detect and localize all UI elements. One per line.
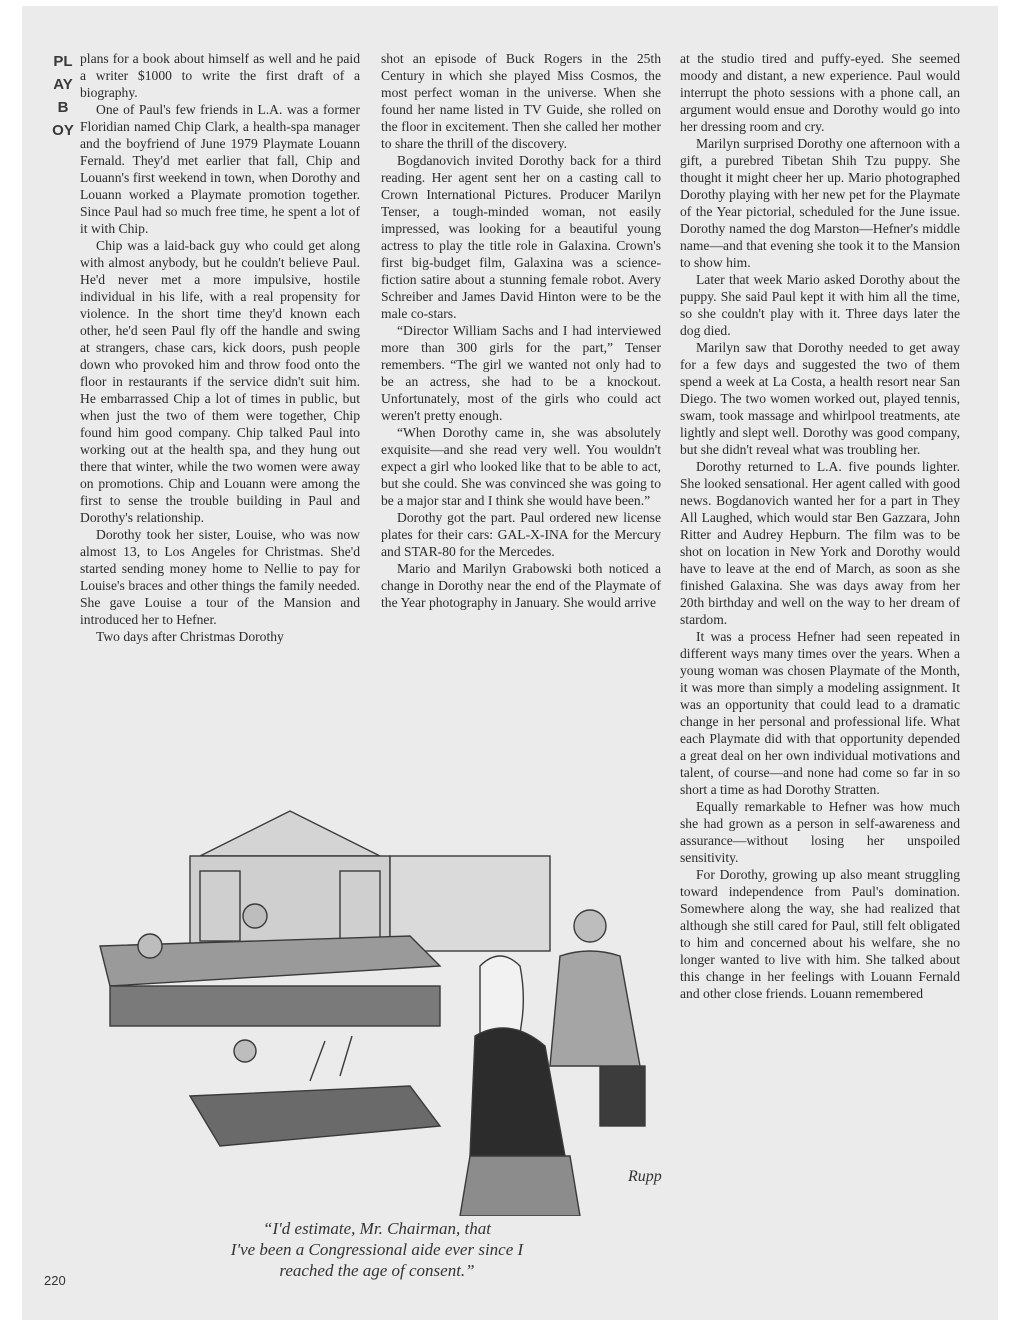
paragraph: “Director William Sachs and I had interviewed more than 300 girls for the part,” Tenser remembers. “The girl we wanted not only had to be an actress, she had to be a knockout. Unfortunately, most of the girls who could act weren't pretty enough.: [381, 323, 661, 423]
cartoonist-signature: Rupp: [628, 1168, 662, 1185]
caption-line: “I'd estimate, Mr. Chairman, that: [263, 1219, 491, 1238]
paragraph: plans for a book about himself as well and he paid a writer $1000 to write the first draft of a biography.: [80, 51, 360, 100]
paragraph: Marilyn saw that Dorothy needed to get away for a few days and suggested the two of them spend a week at La Costa, a health resort near San Diego. The two women worked out, played tennis, swam, took massage and whirlpool treatments, ate lightly and slept well. Dorothy was good company, but she didn't reveal what was troubling her.: [680, 340, 960, 457]
caption-line: reached the age of consent.”: [279, 1261, 475, 1280]
paragraph: Chip was a laid-back guy who could get along with almost anybody, but he couldn't believe Paul. He'd never met a more impulsive, hostile individual in his life, with a real propensity for violence. In the short time they'd known each other, he'd seen Paul fly off the handle and swing at strangers, chase cars, kick doors, push people down who provoked him and throw food onto the floor in restaurants if the service didn't suit him. He embarrassed Chip a lot of times in public, but when just the two of them were together, Chip found him good company. Chip talked Paul into working out at the health spa, and they hung out there that winter, while the two women were away on promotions. Chip and Louann were among the first to sense the trouble building in Paul and Dorothy's relationship.: [80, 238, 360, 525]
running-head: PLAYBOY: [52, 53, 74, 139]
paragraph: Dorothy got the part. Paul ordered new license plates for their cars: GAL-X-INA for the Mercury and STAR-80 for the Mercedes.: [381, 510, 661, 559]
paragraph: One of Paul's few friends in L.A. was a former Floridian named Chip Clark, a health-spa manager and the boyfriend of June 1979 Playmate Louann Fernald. They'd met earlier that fall, Chip and Louann's first weekend in town, when Dorothy and Louann worked a Playmate promotion together. Since Paul had so much free time, he spent a lot of it with Chip.: [80, 102, 360, 236]
paragraph: Dorothy returned to L.A. five pounds lighter. She looked sensational. Her agent called with good news. Bogdanovich wanted her for a part in They All Laughed, which would star Ben Gazzara, John Ritter and Audrey Hepburn. The film was to be shot on location in New York and Dorothy would have to leave at the end of March, as soon as she finished Galaxina. She was days away from her 20th birthday and well on the way to her dream of stardom.: [680, 459, 960, 627]
paragraph: Later that week Mario asked Dorothy about the puppy. She said Paul kept it with him all the time, so she couldn't play with it. Three days later the dog died.: [680, 272, 960, 338]
paragraph: “When Dorothy came in, she was absolutely exquisite—and she read very well. You wouldn't expect a girl who looked like that to be able to act, but she could. She was convinced she was going to be a major star and I think she would have been.”: [381, 425, 661, 508]
paragraph: Equally remarkable to Hefner was how much she had grown as a person in self-awareness and assurance—without losing her unspoiled sensitivity.: [680, 799, 960, 865]
paragraph: It was a process Hefner had seen repeated in different ways many times over the years. When a young woman was chosen Playmate of the Month, it was more than simply a modeling assignment. It was an opportunity that could lead to a dramatic change in her personal and professional life. What each Playmate did with that opportunity depended a great deal on her own individual motivations and talent, of course—and none had come so far in so short a time as had Dorothy Stratten.: [680, 629, 960, 797]
text-column-2: [381, 50, 661, 780]
paragraph: Bogdanovich invited Dorothy back for a third reading. Her agent sent her on a casting call to Crown International Pictures. Producer Marilyn Tenser, a tough-minded woman, not easily impressed, was looking for a beautiful young actress to play the title role in Galaxina. Crown's first big-budget film, Galaxina was a science-fiction satire about a stunning female robot. Avery Schreiber and James David Hinton were to be the male co-stars.: [381, 153, 661, 321]
paragraph: Marilyn surprised Dorothy one afternoon with a gift, a purebred Tibetan Shih Tzu puppy. She thought it might cheer her up. Mario photographed Dorothy playing with her new pet for the Playmate of the Year pictorial, scheduled for the June issue. Dorothy named the dog Marston—Hefner's middle name—and that evening she took it to the Mansion to show him.: [680, 136, 960, 270]
paragraph: Mario and Marilyn Grabowski both noticed a change in Dorothy near the end of the Playmate of the Year photography in January. She would arrive: [381, 561, 661, 610]
paragraph: shot an episode of Buck Rogers in the 25th Century in which she played Miss Cosmos, the most perfect woman in the universe. When she found her name listed in TV Guide, she rolled on the floor in excitement. Then she called her mother to share the thrill of the discovery.: [381, 51, 661, 151]
cartoon-illustration: [80, 796, 670, 1216]
caption-line: I've been a Congressional aide ever since I: [230, 1240, 524, 1259]
page-number: 220: [44, 1273, 66, 1288]
paragraph: For Dorothy, growing up also meant struggling toward independence from Paul's domination. Somewhere along the way, she had realized that although she still cared for Paul, still felt obligated to him and concerned about his welfare, she no longer wanted to live with him. She talked about this change in her feelings with Louann Fernald and other close friends. Louann remembered: [680, 867, 960, 1001]
text-column-1: [80, 50, 360, 780]
paragraph: Two days after Christmas Dorothy: [96, 629, 284, 644]
magazine-page: [22, 6, 998, 1320]
cartoon-caption: [142, 1218, 612, 1281]
text-column-3: [680, 50, 960, 1290]
paragraph: Dorothy took her sister, Louise, who was now almost 13, to Los Angeles for Christmas. She'd started sending money home to Nellie to pay for Louise's braces and other things the family needed. She gave Louise a tour of the Mansion and introduced her to Hefner.: [80, 527, 360, 627]
paragraph: at the studio tired and puffy-eyed. She seemed moody and distant, a new experience. Paul would interrupt the photo sessions with a phone call, an argument would ensue and Dorothy would go into her dressing room and cry.: [680, 51, 960, 134]
